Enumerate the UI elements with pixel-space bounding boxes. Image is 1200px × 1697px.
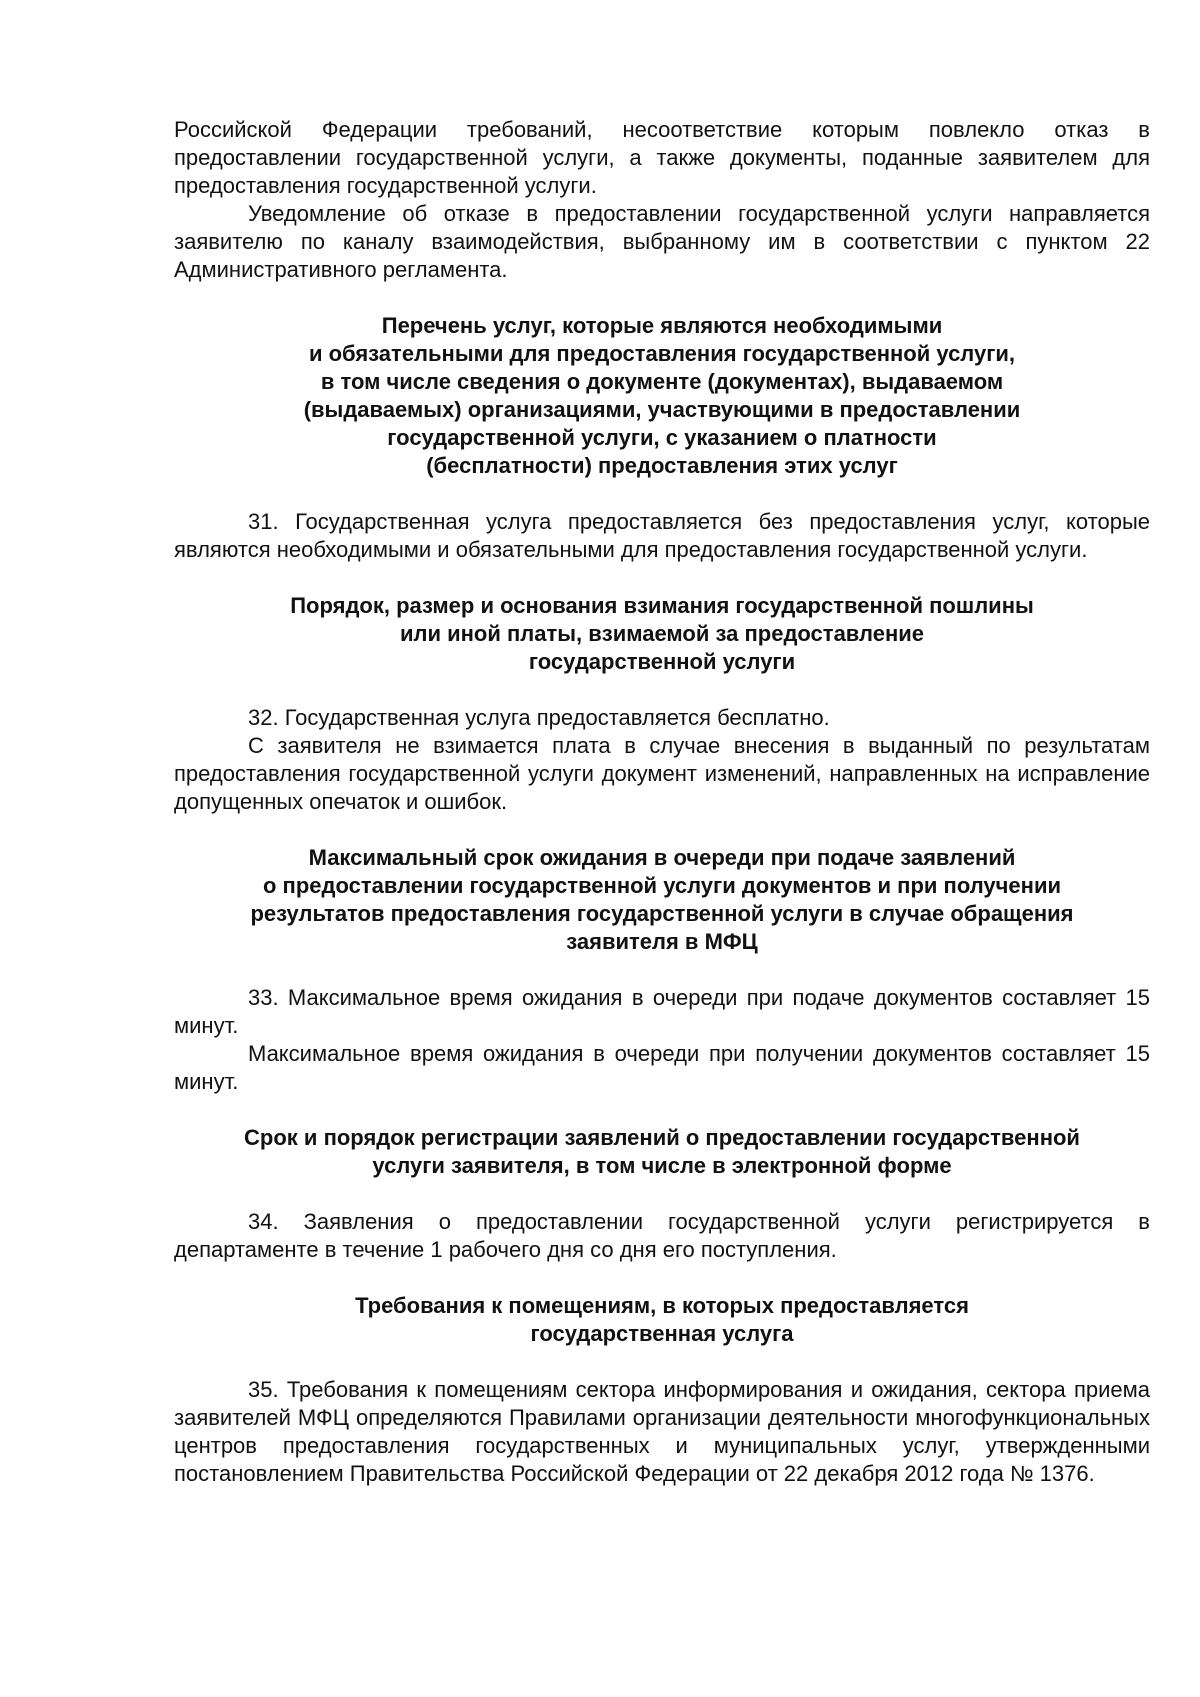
intro-paragraph-2: Уведомление об отказе в предоставлении государственной услуги направляется заявителю по каналу взаимодействия, выбранному им в соответствии с пунктом 22 Административного регламента. xyxy=(174,201,1150,282)
paragraph-33-continued: Максимальное время ожидания в очереди при получении документов составляет 15 минут. xyxy=(174,1041,1150,1094)
section-heading-state-fee: Порядок, размер и основания взимания государственной пошлины или иной платы, взимаемой за предоставление государственной услуги xyxy=(290,593,1034,674)
paragraph-34: 34. Заявления о предоставлении государственной услуги регистрируется в департаменте в течение 1 рабочего дня со дня его поступления. xyxy=(174,1209,1150,1262)
document-page xyxy=(174,116,1150,1488)
paragraph-31: 31. Государственная услуга предоставляется без предоставления услуг, которые являются необходимыми и обязательными для предоставления государственной услуги. xyxy=(174,509,1150,562)
paragraph-32-continued: С заявителя не взимается плата в случае внесения в выданный по результатам предоставления государственной услуги документ изменений, направленных на исправление допущенных опечаток и ошибок. xyxy=(174,733,1150,814)
section-heading-registration: Срок и порядок регистрации заявлений о предоставлении государственной услуги заявителя, в том числе в электронной форме xyxy=(244,1125,1080,1178)
section-heading-premises: Требования к помещениям, в которых предоставляется государственная услуга xyxy=(355,1293,969,1346)
paragraph-35: 35. Требования к помещениям сектора информирования и ожидания, сектора приема заявителей МФЦ определяются Правилами организации деятельности многофункциональных центров предоставления государственных и муниципальных услуг, утвержденными постановлением Правительства Российской Федерации от 22 декабря 2012 года № 1376. xyxy=(174,1377,1150,1486)
section-heading-services-list: Перечень услуг, которые являются необходимыми и обязательными для предоставления государственной услуги, в том числе сведения о документе (документах), выдаваемом (выдаваемых) организациями, участвующими в предоставлении государственной услуги, с указанием о платности (бесплатности) предоставления этих услуг xyxy=(303,313,1021,478)
intro-paragraph-1: Российской Федерации требований, несоответствие которым повлекло отказ в предоставлении государственной услуги, а также документы, поданные заявителем для предоставления государственной услуги. xyxy=(174,117,1150,198)
paragraph-33: 33. Максимальное время ожидания в очереди при подаче документов составляет 15 минут. xyxy=(174,985,1150,1038)
section-heading-waiting-time: Максимальный срок ожидания в очереди при подаче заявлений о предоставлении государственной услуги документов и при получении результатов предоставления государственной услуги в случае обращения заявителя в МФЦ xyxy=(250,845,1074,954)
paragraph-32: 32. Государственная услуга предоставляется бесплатно. xyxy=(248,705,830,730)
